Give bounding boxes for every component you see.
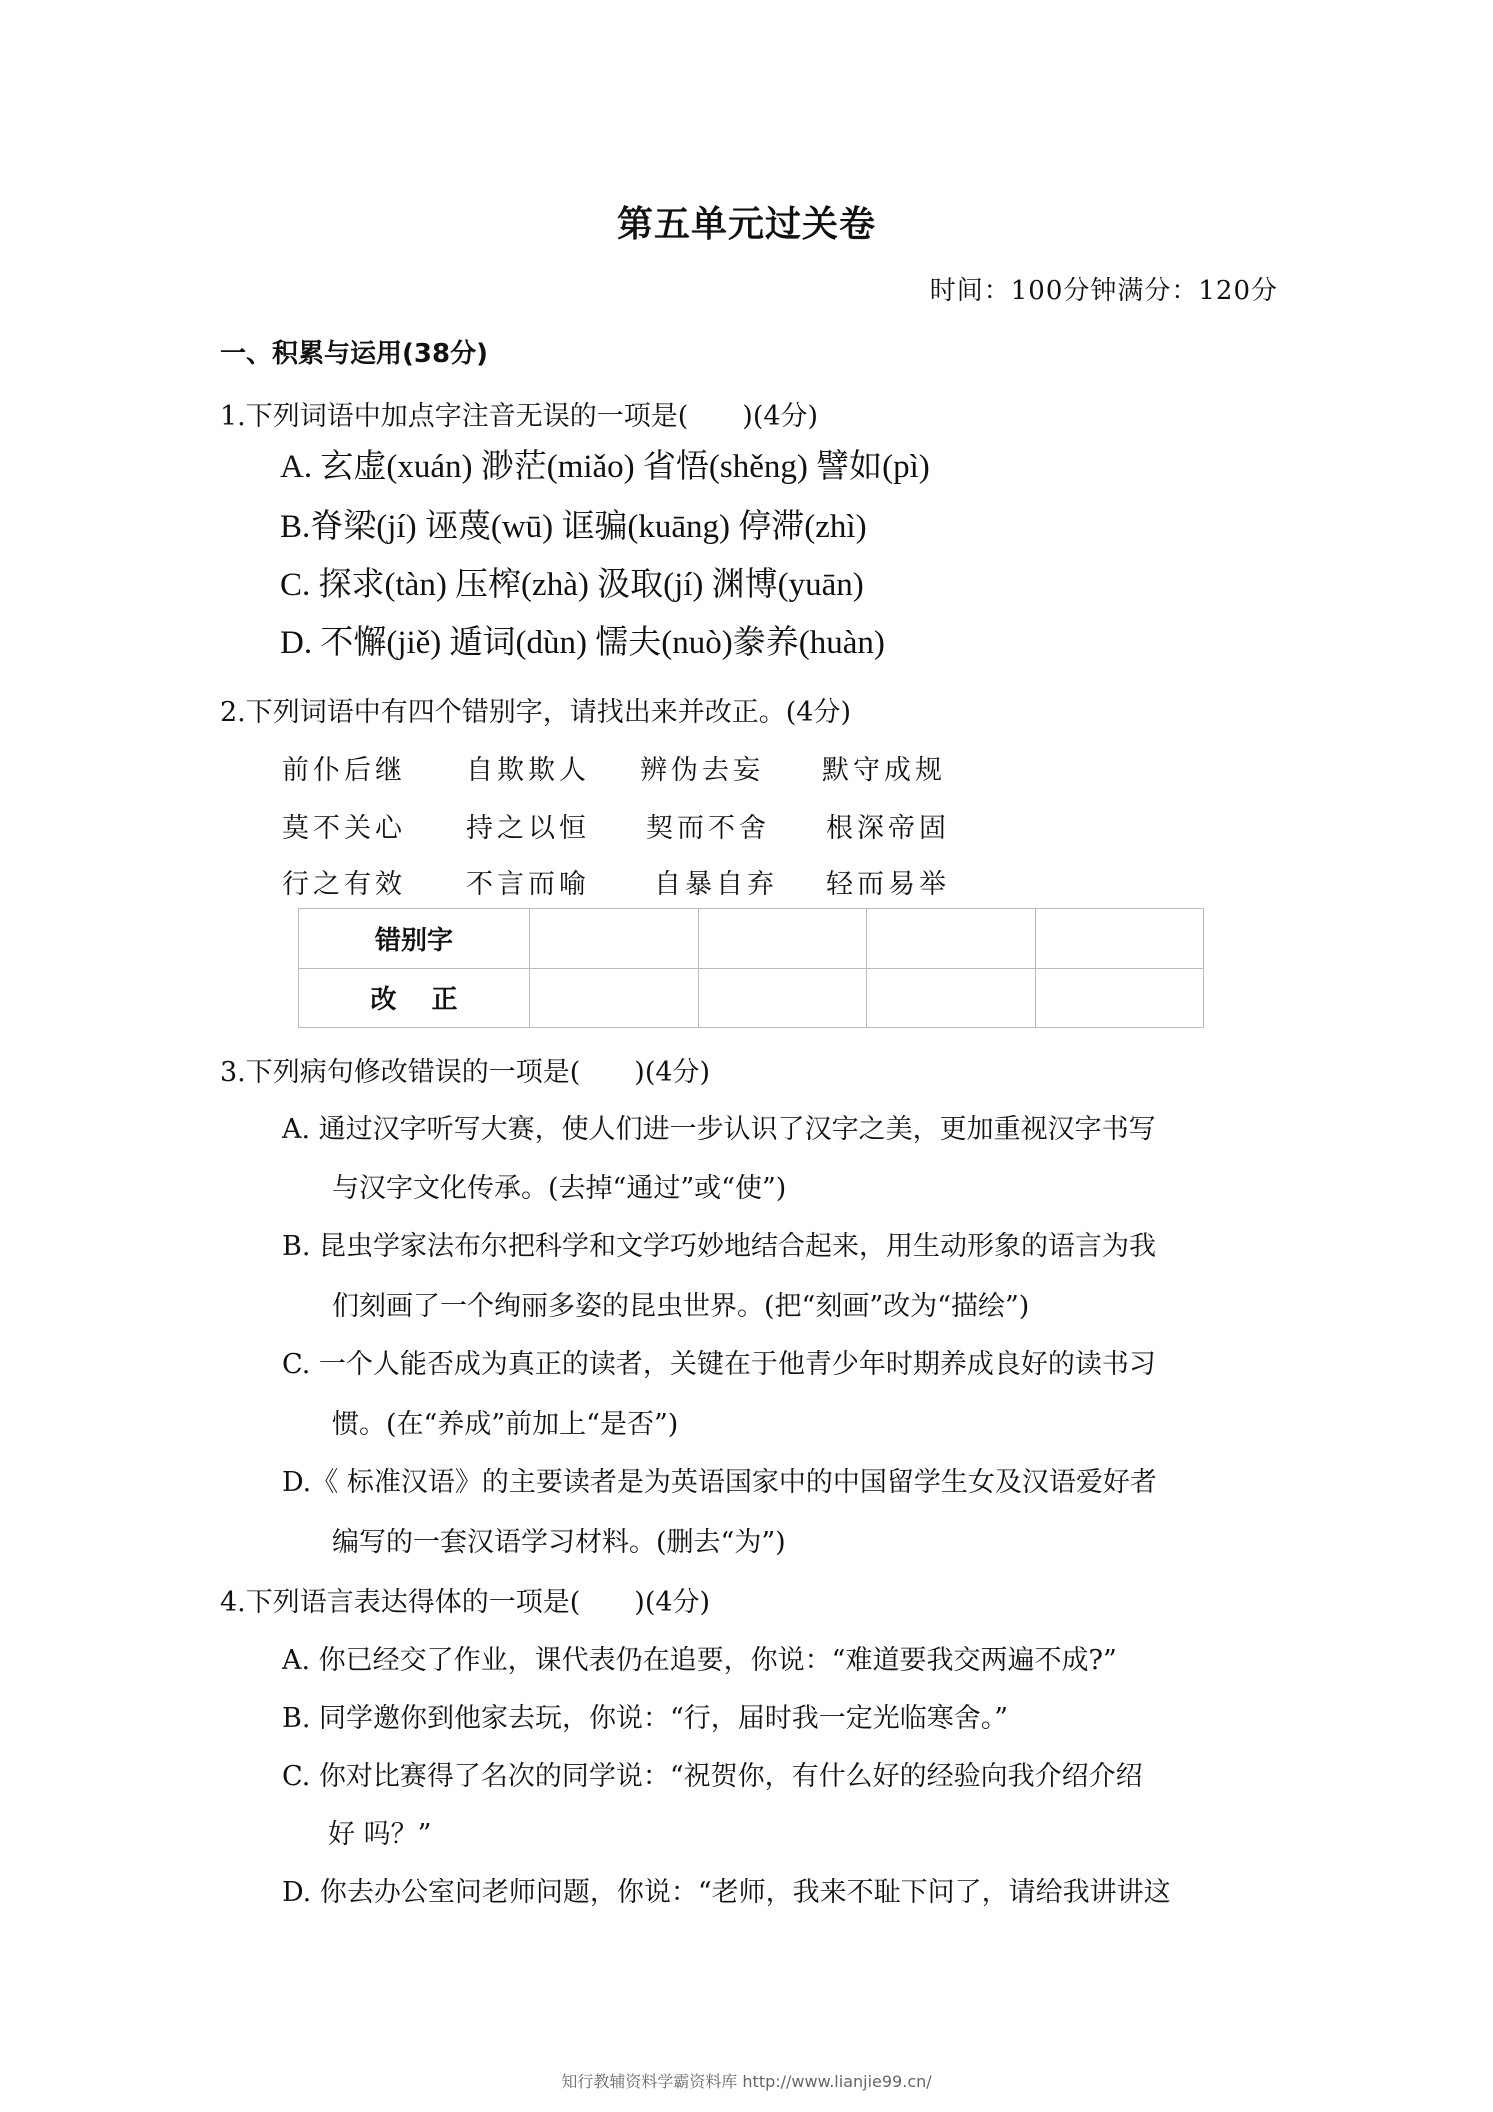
- question-3-option-a: A. 通过汉字听写大赛，使人们进一步认识了汉字之美，更加重视汉字书写: [282, 1114, 1156, 1145]
- exam-meta: 时间：100分钟满分：120分: [929, 276, 1278, 306]
- question-2-stem: 2.下列词语中有四个错别字，请找出来并改正。(4分): [220, 697, 852, 728]
- question-4-option-b: B. 同学邀你到他家去玩，你说：“行，届时我一定光临寒舍。”: [282, 1703, 1009, 1734]
- table-label-wrong: 错别字: [299, 909, 530, 969]
- question-3-option-b: B. 昆虫学家法布尔把科学和文学巧妙地结合起来，用生动形象的语言为我: [282, 1231, 1157, 1262]
- word-item: 持之以恒: [466, 813, 590, 844]
- word-item: 行之有效: [282, 869, 406, 900]
- question-4-option-c-cont: 好 吗？”: [328, 1819, 432, 1850]
- word-item: 契而不舍: [646, 813, 770, 844]
- question-3-option-d-cont: 编写的一套汉语学习材料。(删去“为”): [332, 1527, 786, 1558]
- question-3-stem: 3.下列病句修改错误的一项是( )(4分): [220, 1057, 711, 1088]
- correction-table: [298, 908, 1204, 1028]
- word-item: 默守成规: [822, 755, 946, 786]
- word-item: 自暴自弃: [654, 869, 778, 900]
- table-cell[interactable]: [530, 909, 699, 969]
- question-1-option-d: D. 不懈(jiě) 遁词(dùn) 懦夫(nuò)豢养(huàn): [280, 625, 885, 661]
- word-item: 不言而喻: [466, 869, 590, 900]
- question-3-option-c-cont: 惯。(在“养成”前加上“是否”): [332, 1409, 679, 1440]
- word-item: 前仆后继: [282, 755, 406, 786]
- question-3-option-a-cont: 与汉字文化传承。(去掉“通过”或“使”): [332, 1173, 787, 1204]
- question-4-option-c: C. 你对比赛得了名次的同学说：“祝贺你，有什么好的经验向我介绍介绍: [282, 1761, 1143, 1792]
- question-1-option-b: B.脊梁(jí) 诬蔑(wū) 诓骗(kuāng) 停滞(zhì): [280, 509, 867, 545]
- table-cell[interactable]: [698, 968, 867, 1028]
- question-3-option-d: D.《 标准汉语》的主要读者是为英语国家中的中国留学生女及汉语爱好者: [282, 1467, 1157, 1498]
- table-row: [299, 909, 1204, 969]
- table-label-correct: 改 正: [299, 968, 530, 1028]
- word-item: 辨伪去妄: [640, 755, 764, 786]
- word-item: 轻而易举: [826, 869, 950, 900]
- question-4-stem: 4.下列语言表达得体的一项是( )(4分): [220, 1587, 711, 1618]
- table-cell[interactable]: [698, 909, 867, 969]
- question-3-option-c: C. 一个人能否成为真正的读者，关键在于他青少年时期养成良好的读书习: [282, 1349, 1156, 1380]
- footer-watermark: 知行教辅资料学霸资料库 http://www.lianjie99.cn/: [561, 2072, 932, 2091]
- table-cell[interactable]: [1035, 909, 1204, 969]
- question-1-stem: 1.下列词语中加点字注音无误的一项是( )(4分): [220, 401, 819, 432]
- table-row: [299, 968, 1204, 1028]
- table-cell[interactable]: [1035, 968, 1204, 1028]
- question-4-option-a: A. 你已经交了作业，课代表仍在追要，你说：“难道要我交两遍不成?”: [282, 1645, 1117, 1676]
- page-title: 第五单元过关卷: [616, 203, 876, 245]
- section-heading: 一、积累与运用(38分): [220, 339, 488, 369]
- table-cell[interactable]: [867, 968, 1036, 1028]
- question-4-option-d: D. 你去办公室问老师问题，你说：“老师，我来不耻下问了，请给我讲讲这: [282, 1877, 1171, 1908]
- word-item: 自欺欺人: [466, 755, 590, 786]
- question-1-option-c: C. 探求(tàn) 压榨(zhà) 汲取(jí) 渊博(yuān): [280, 567, 864, 603]
- table-cell[interactable]: [867, 909, 1036, 969]
- word-item: 莫不关心: [282, 813, 406, 844]
- table-cell[interactable]: [530, 968, 699, 1028]
- question-3-option-b-cont: 们刻画了一个绚丽多姿的昆虫世界。(把“刻画”改为“描绘”): [332, 1291, 1030, 1322]
- question-1-option-a: A. 玄虚(xuán) 渺茫(miǎo) 省悟(shěng) 譬如(pì): [280, 449, 930, 485]
- word-item: 根深帝固: [826, 813, 950, 844]
